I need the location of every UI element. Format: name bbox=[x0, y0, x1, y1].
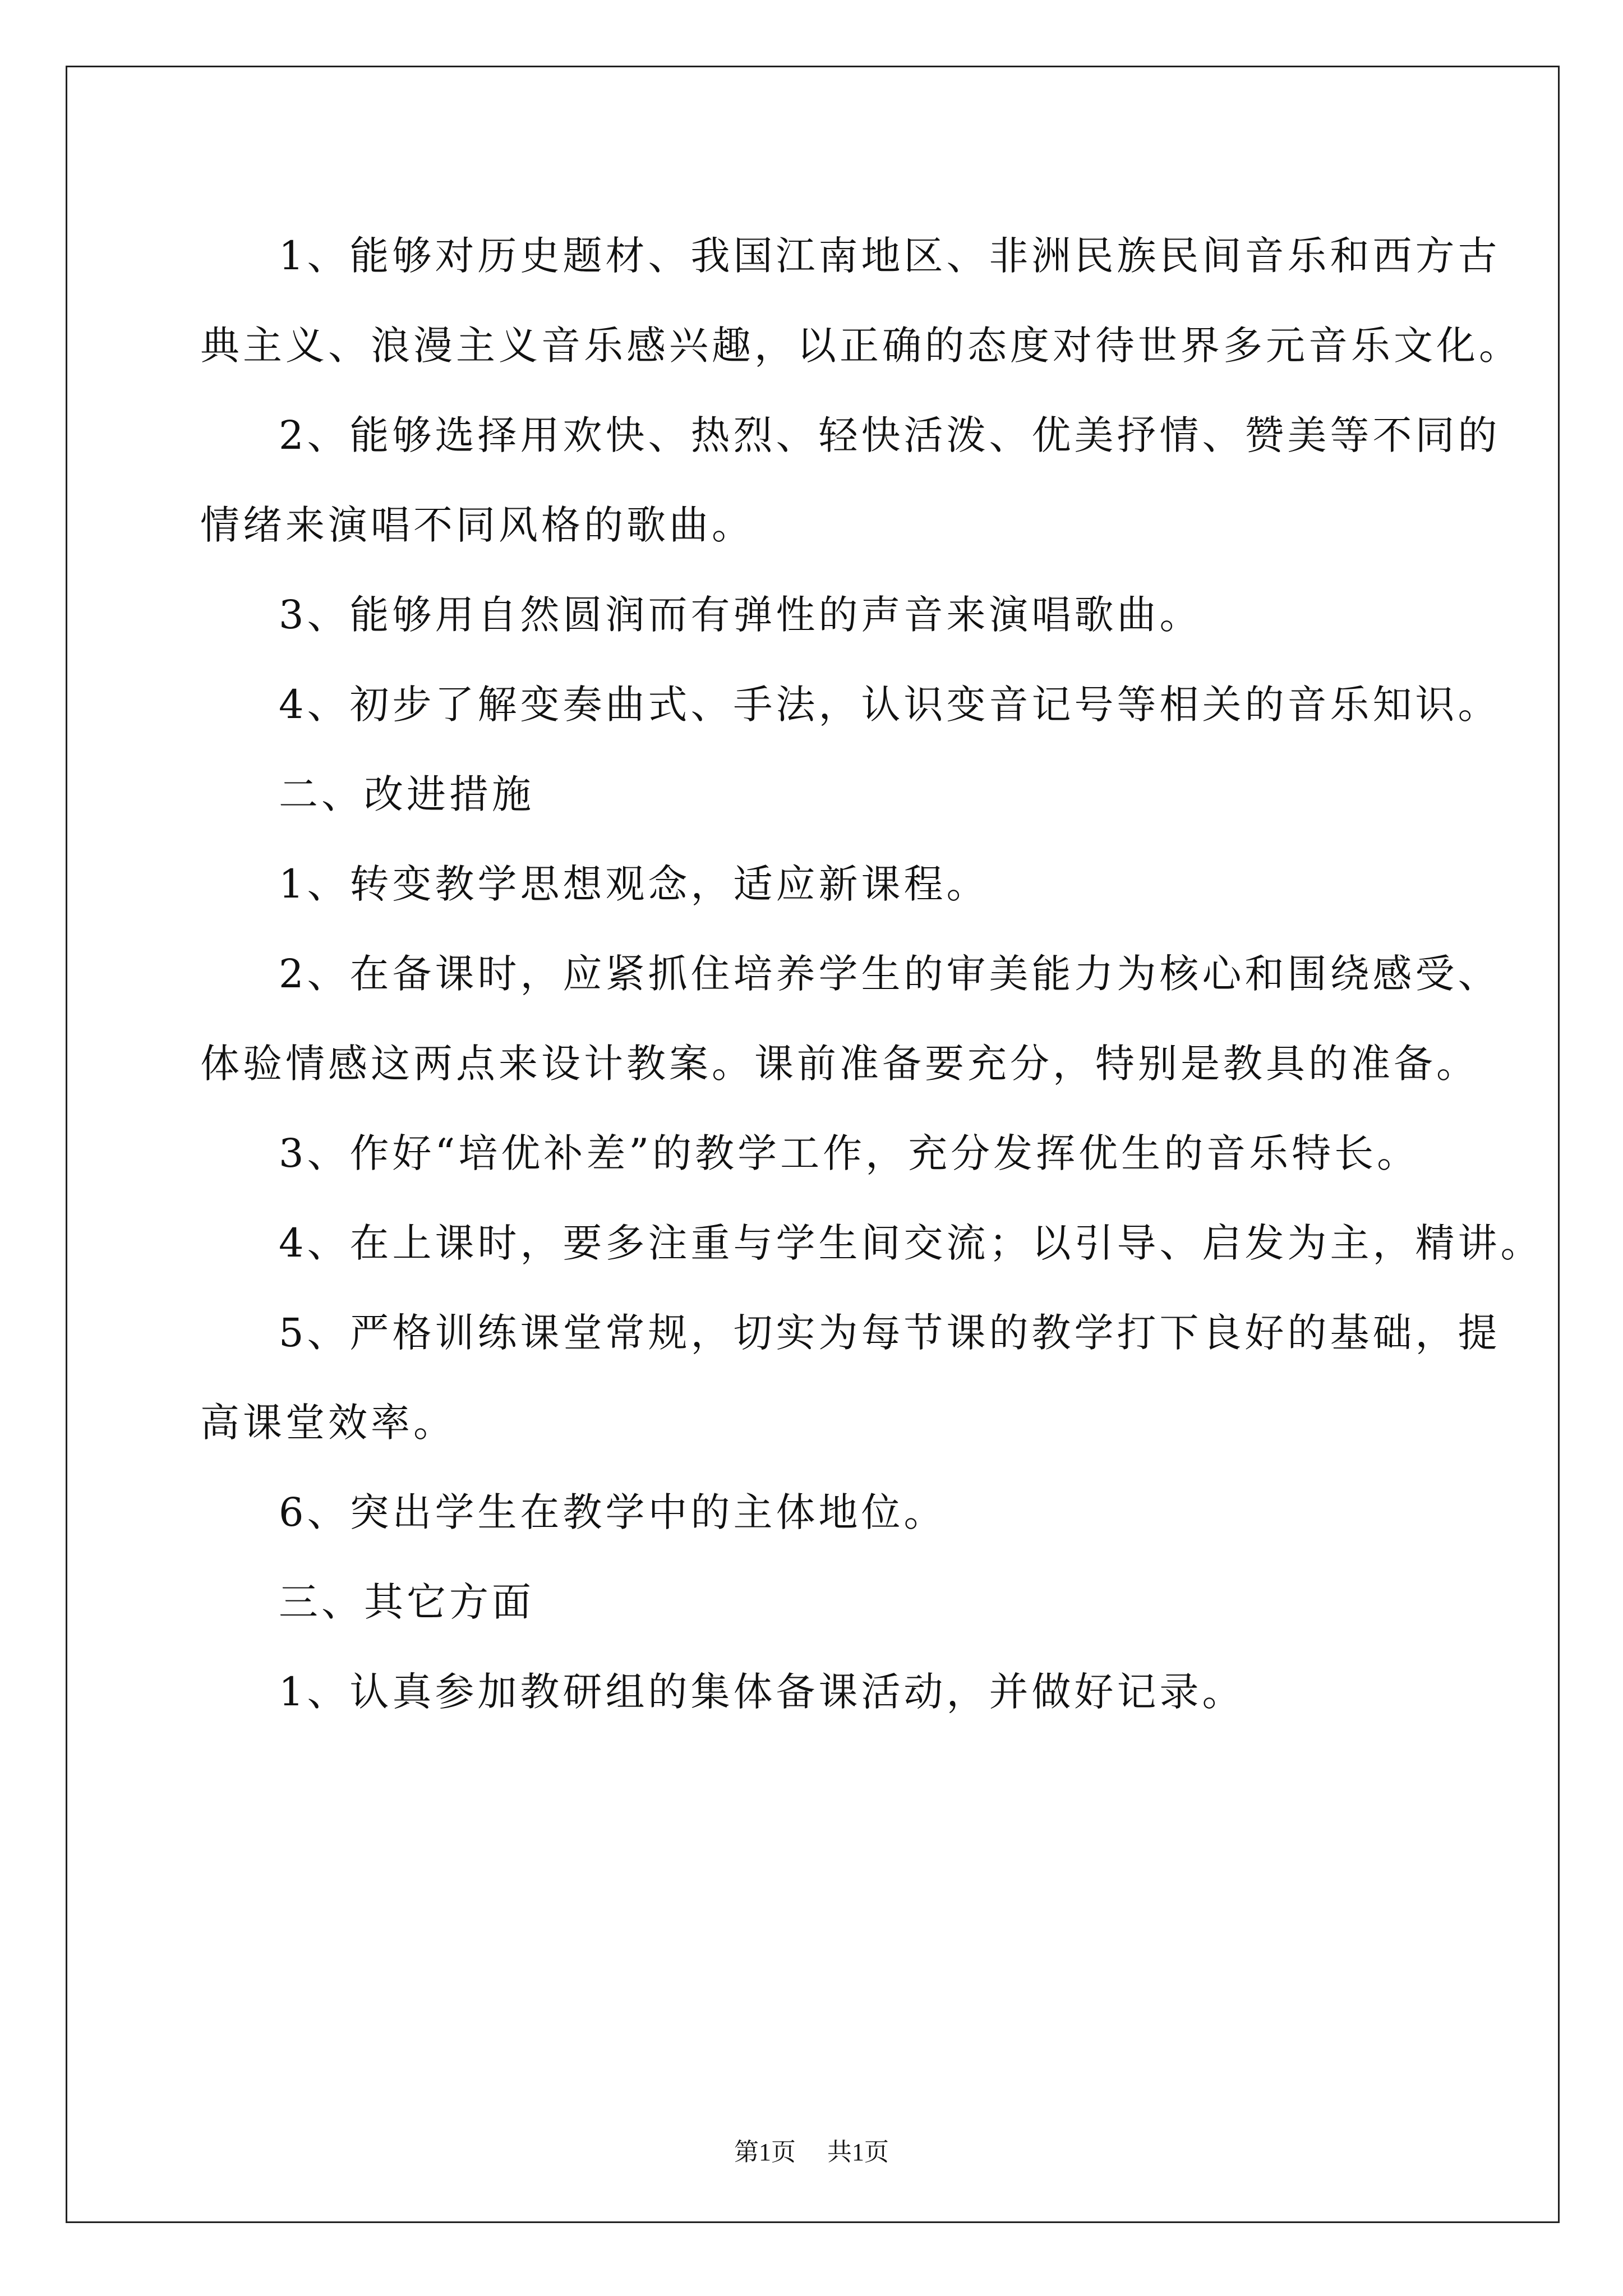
section-heading: 三、其它方面 bbox=[279, 1579, 534, 1625]
paragraph-line: 3、能够用自然圆润而有弹性的声音来演唱歌曲。 bbox=[279, 592, 1202, 638]
paragraph-line: 1、认真参加教研组的集体备课活动，并做好记录。 bbox=[279, 1669, 1245, 1715]
page-number-current: 第1页 bbox=[734, 2138, 796, 2166]
paragraph-line: 2、能够选择用欢快、热烈、轻快活泼、优美抒情、赞美等不同的 bbox=[279, 412, 1501, 458]
paragraph-line: 6、突出学生在教学中的主体地位。 bbox=[279, 1489, 947, 1535]
paragraph-line: 体验情感这两点来设计教案。课前准备要充分，特别是教具的准备。 bbox=[200, 1041, 1479, 1087]
paragraph-line: 3、作好“培优补差”的教学工作，充分发挥优生的音乐特长。 bbox=[279, 1130, 1420, 1176]
section-heading: 二、改进措施 bbox=[279, 771, 534, 817]
page-number-total: 共1页 bbox=[827, 2138, 889, 2166]
paragraph-line: 4、在上课时，要多注重与学生间交流；以引导、启发为主，精讲。 bbox=[279, 1220, 1543, 1266]
paragraph-line: 高课堂效率。 bbox=[200, 1400, 456, 1446]
paragraph-line: 5、严格训练课堂常规，切实为每节课的教学打下良好的基础，提 bbox=[279, 1310, 1501, 1356]
paragraph-line: 1、能够对历史题材、我国江南地区、非洲民族民间音乐和西方古 bbox=[279, 233, 1501, 279]
paragraph-line: 情绪来演唱不同风格的歌曲。 bbox=[200, 502, 754, 548]
paragraph-line: 1、转变教学思想观念，适应新课程。 bbox=[279, 861, 989, 907]
page-footer bbox=[0, 2132, 1623, 2168]
paragraph-line: 典主义、浪漫主义音乐感兴趣，以正确的态度对待世界多元音乐文化。 bbox=[200, 323, 1521, 369]
document-body bbox=[200, 211, 1543, 1737]
paragraph-line: 2、在备课时，应紧抓住培养学生的审美能力为核心和围绕感受、 bbox=[279, 951, 1501, 997]
paragraph-line: 4、初步了解变奏曲式、手法，认识变音记号等相关的音乐知识。 bbox=[279, 682, 1501, 728]
